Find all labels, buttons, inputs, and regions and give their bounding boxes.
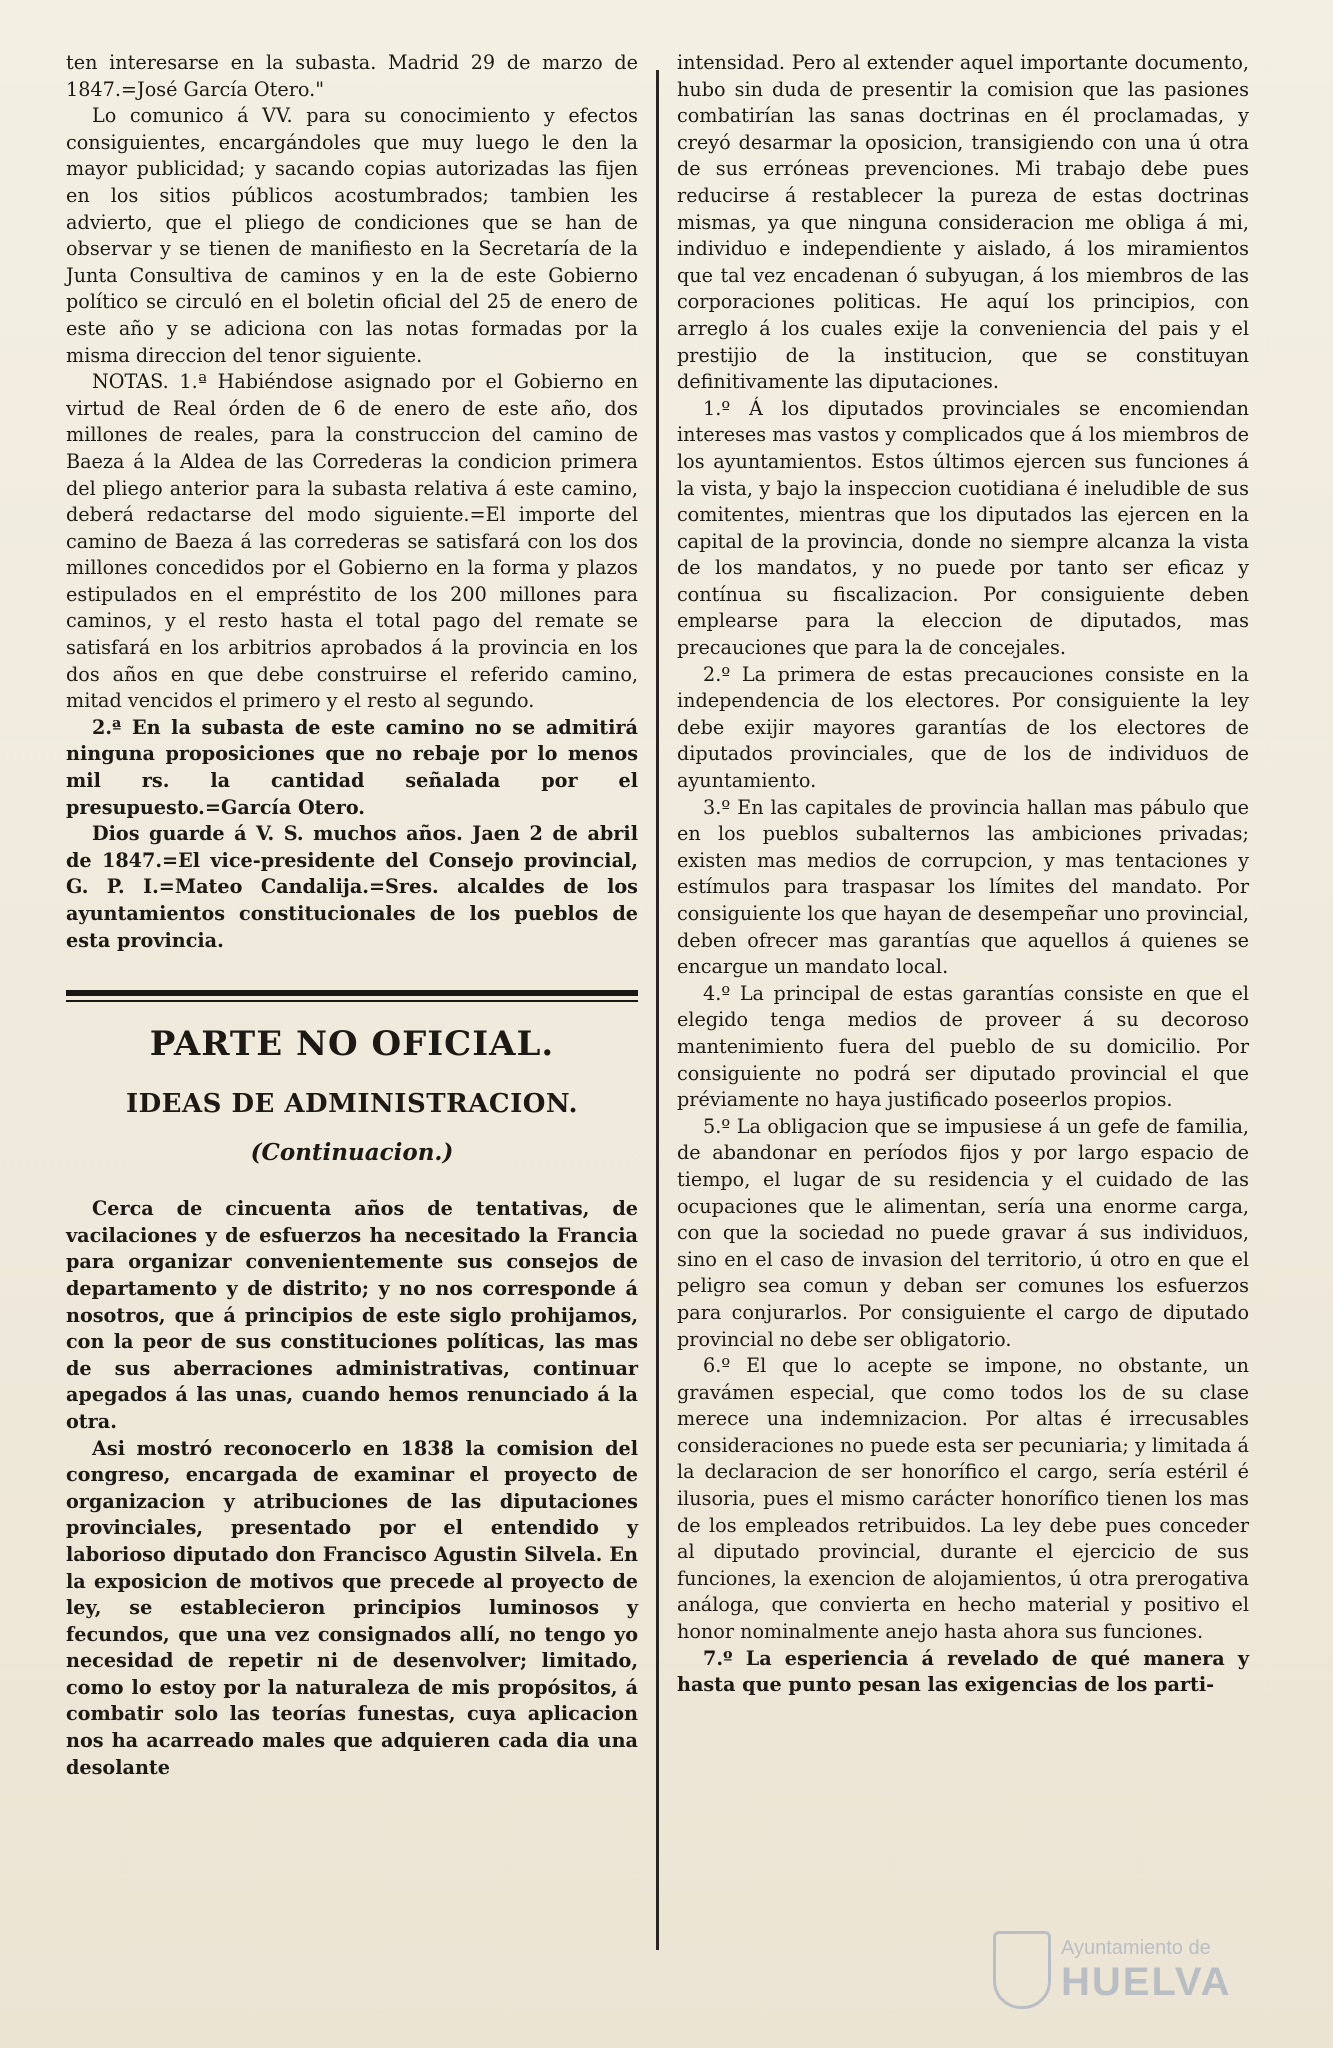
watermark-line1: Ayuntamiento de: [1061, 1937, 1211, 1959]
section-divider: [66, 990, 638, 1002]
paragraph-point-2: 2.º La primera de estas precauciones consiste en la independencia de los electores. Por consiguiente la ley debe exijir mayores garantías de los electores de diputados provinciales, que de los de individuos de ayuntamiento.: [677, 662, 1249, 793]
paragraph: intensidad. Pero al extender aquel importante documento, hubo sin duda de presentir la comision que las pasiones combatirían las sanas doctrinas en él proclamadas, y creyó desarmar la oposicion, transigiendo con una ú otra de sus erróneas prevenciones. Mi trabajo debe pues reducirse á restablecer la pureza de estas doctrinas mismas, ya que ninguna consideracion me obliga á mi, individuo e independiente y aislado, á los miramientos que tal vez encadenan ó subyugan, á los miembros de las corporaciones politicas. He aquí los principios, con arreglo á los cuales exije la conveniencia del pais y el prestijio de la institucion, que se constituyan definitivamente las diputaciones.: [677, 51, 1249, 394]
archive-watermark: [993, 1920, 1283, 2020]
paragraph-signature: Dios guarde á V. S. muchos años. Jaen 2 de abril de 1847.=El vice-presidente del Consejo provincial, G. P. I.=Mateo Candalija.=Sres. alcaldes de los ayuntamientos constitucionales de los pueblos de esta provincia.: [66, 822, 638, 952]
article-subtitle: (Continuacion.): [250, 1139, 454, 1167]
watermark-line2: HUELVA: [1061, 1960, 1232, 2004]
watermark-text: [1061, 1936, 1232, 2004]
paragraph-point-5: 5.º La obligacion que se impusiese á un gefe de familia, de abandonar en períodos fijos y por largo espacio de tiempo, el lugar de su residencia y el cuidado de las ocupaciones que le alimentan, sería una enorme carga, con que la sociedad no puede gravar á sus individuos, sino en el caso de invasion del territorio, ú otro en que el peligro sea comun y deban ser comunes los esfuerzos para conjurarlos. Por consiguiente el cargo de diputado provincial no debe ser obligatorio.: [677, 1114, 1249, 1351]
paragraph-point-6: 6.º El que lo acepte se impone, no obstante, un gravámen especial, que como todos los de su clase merece una indemnizacion. Por altas é irrecusables consideraciones no puede esta ser pecuniaria; y limitada á la declaracion de ser honorífico el cargo, sería estéril é ilusoria, pues el mismo carácter honorífico tienen los mas de los empleados retribuidos. La ley debe pues conceder al diputado provincial, durante el ejercicio de sus funciones, la exencion de alojamientos, ú otra prerogativa análoga, que convierta en hecho material y positivo el honor nominalmente anejo hasta ahora sus funciones.: [677, 1354, 1249, 1644]
paragraph-point-7: 7.º La esperiencia á revelado de qué manera y hasta que punto pesan las exigencias de los parti-: [677, 1646, 1249, 1697]
article-title: IDEAS DE ADMINISTRACION.: [125, 1089, 579, 1120]
article-paragraph: Cerca de cincuenta años de tentativas, de vacilaciones y de esfuerzos ha necesitado la Francia para organizar convenientemente sus consejos de departamento y de distrito; y no nos corresponde á nosotros, que á principios de este siglo prohijamos, con la peor de sus constituciones políticas, las mas de sus aberraciones administrativas, continuar apegados á las unas, cuando hemos renunciado á la otra.: [66, 1197, 638, 1433]
paragraph-point-3: 3.º En las capitales de provincia hallan mas pábulo que en los pueblos subalternos las ambiciones privadas; existen mas medios de corrupcion, y mas tentaciones y estímulos para traspasar los límites del mandato. Por consiguiente los que hayan de desempeñar uno provincial, deben ofrecer mas garantías que aquellos á quienes se encargue un mandato local.: [677, 795, 1249, 979]
paragraph-notes: NOTAS. 1.ª Habiéndose asignado por el Gobierno en virtud de Real órden de 6 de enero de este año, dos millones de reales, para la construccion del camino de Baeza á la Aldea de las Correderas la condicion primera del pliego anterior para la subasta relativa á este camino, deberá redactarse del modo siguiente.=El importe del camino de Baeza á las correderas se satisfará con los dos millones concedidos por el Gobierno en la forma y plazos estipulados en el empréstito de los 200 millones para caminos, y el resto hasta el total pago del remate se satisfará en los arbitrios aprobados á la provincia en los dos años en que debe construirse el referido camino, mitad vencidos el primero y el resto al segundo.: [66, 370, 638, 713]
city-shield-icon: [993, 1931, 1051, 2009]
left-column: [66, 50, 656, 2018]
right-column: [659, 50, 1249, 2018]
paragraph: ten interesarse en la subasta. Madrid 29 de marzo de 1847.=José García Otero.": [66, 51, 638, 101]
paragraph: Lo comunico á VV. para su conocimiento y efectos consiguientes, encargándoles que muy luego le den la mayor publicidad; y sacando copias autorizadas las fijen en los sitios públicos acostumbrados; tambien les advierto, que el pliego de condiciones que se han de observar y se tienen de manifiesto en la Secretaría de la Junta Consultiva de caminos y en la de este Gobierno político se circuló en el boletin oficial del 25 de enero de este año y se adiciona con las notas formadas por la misma direccion del tenor siguiente.: [66, 104, 638, 367]
paragraph-note-2: 2.ª En la subasta de este camino no se admitirá ninguna proposiciones que no rebaje por lo menos mil rs. la cantidad señalada por el presupuesto.=García Otero.: [66, 715, 638, 819]
section-title: PARTE NO OFICIAL.: [149, 1024, 555, 1065]
paragraph-point-1: 1.º Á los diputados provinciales se encomiendan intereses mas vastos y complicados que á los miembros de los ayuntamientos. Estos últimos ejercen sus funciones á la vista, y bajo la inspeccion cuotidiana é ineludible de sus comitentes, mientras que los diputados las ejercen en la capital de la provincia, donde no siempre alcanza la vista de los mandatos, y no puede por tanto ser eficaz y contínua su fiscalizacion. Por consiguiente deben emplearse para la eleccion de diputados, mas precauciones que para la de concejales.: [677, 396, 1249, 660]
two-column-layout: [66, 50, 1285, 2018]
paragraph-point-4: 4.º La principal de estas garantías consiste en que el elegido tenga medios de proveer á su decoroso mantenimiento fuera del pueblo de su domicilio. Por consiguiente no podrá ser diputado provincial el que préviamente no haya justificado poseerlos propios.: [677, 981, 1249, 1112]
article-paragraph: Asi mostró reconocerlo en 1838 la comision del congreso, encargada de examinar el proyecto de organizacion y atribuciones de las diputaciones provinciales, presentado por el entendido y laborioso diputado don Francisco Agustin Silvela. En la exposicion de motivos que precede al proyecto de ley, se establecieron principios luminosos y fecundos, que una vez consignados allí, no tengo yo necesidad de repetir ni de desenvolver; limitado, como lo estoy por la naturaleza de mis propósitos, á combatir solo las teorías funestas, cuya aplicacion nos ha acarreado males que adquieren cada dia una desolante: [66, 1436, 638, 1779]
